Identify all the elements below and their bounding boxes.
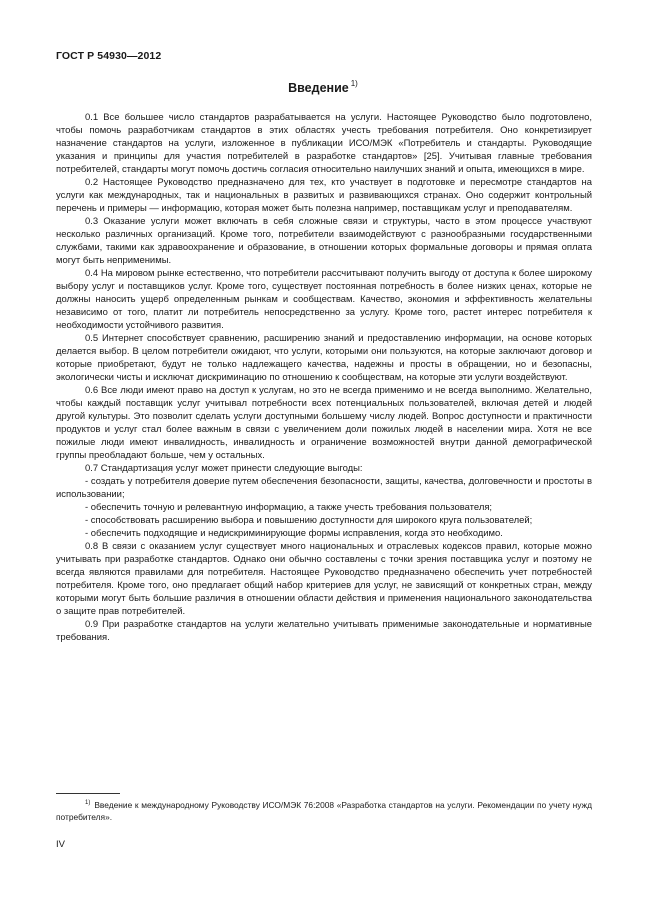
section-title-text: Введение xyxy=(288,81,349,95)
benefit-item: - обеспечить точную и релевантную информацию, а также учесть требования пользователя; xyxy=(85,502,493,513)
paragraph-0-2: 0.2 Настоящее Руководство предназначено для тех, кто участвует в подготовке и пересмотре стандартов на услуги как международных, так и национальных в развитых и развивающихся странах. Оно содержит контрольный перечень и примеры — информацию, которая может быть полезна например, поставщикам услуг и преподавателям. xyxy=(56,177,592,214)
paragraph-0-3: 0.3 Оказание услуги может включать в себя сложные связи и структуры, часто в этом процессе участвуют несколько различных организаций. Кроме того, потребители взаимодействуют с разнообразными государственными службами, такими как здравоохранение и образование, в отношении которых формальные договоры и прямая оплата могут быть неприменимы. xyxy=(56,216,592,266)
title-footnote-mark: 1) xyxy=(350,79,358,88)
benefit-item: - обеспечить подходящие и недискриминирующие формы исправления, когда это необходимо. xyxy=(85,528,503,539)
body-text xyxy=(56,111,592,644)
benefit-item: - создать у потребителя доверие путем обеспечения безопасности, защиты, качества, долговечности и простоты в использовании; xyxy=(56,476,592,500)
paragraph-0-5: 0.5 Интернет способствует сравнению, расширению знаний и предоставлению информации, на основе которых делается выбор. В целом потребители ожидают, что услуги, которыми они пользуются, на которые заключают договор и которые приобретают, будут не только надлежащего качества, надежны и просты в обращении, но и безопасны, экологически чисты и исключат дискриминацию по отношению к сообществам, на которые эти услуги воздействуют. xyxy=(56,333,592,383)
footnote xyxy=(56,797,592,823)
section-title xyxy=(0,79,646,95)
paragraph-0-4: 0.4 На мировом рынке естественно, что потребители рассчитывают получить выгоду от доступа к более широкому выбору услуг и поставщиков услуг. Кроме того, существует постоянная потребность в более низких ценах, которые не должны наносить ущерб определенным рынкам и сообществам. Качество, экономия и эффективность желательны независимо от того, платит ли потребитель непосредственно за услугу. Кроме того, растет интерес потребителя к необходимости устойчивого развития. xyxy=(56,268,592,331)
paragraph-0-9: 0.9 При разработке стандартов на услуги желательно учитывать применимые законодательные и нормативные требования. xyxy=(56,619,592,643)
footnote-separator xyxy=(56,793,120,794)
footnote-text: Введение к международному Руководству ИСО/МЭК 76:2008 «Разработка стандартов на услуги. Рекомендации по учету нужд потребителя». xyxy=(56,800,592,822)
paragraph-0-8: 0.8 В связи с оказанием услуг существует много национальных и отраслевых кодексов правил, которые можно учитывать при разработке стандартов. Однако они обычно составлены с точки зрения поставщика услуг и поэтому не всегда являются правилами для потребителя. Настоящее Руководство предназначено обеспечить учет потребностей потребителя. Кроме того, оно предлагает общий набор критериев для услуг, не зависящий от конкретных стран, между которыми могут быть большие различия в отношении области действия и применения национального законодательства о защите прав потребителей. xyxy=(56,541,592,617)
paragraph-0-7: 0.7 Стандартизация услуг может принести следующие выгоды: xyxy=(85,463,363,474)
benefit-item: - способствовать расширению выбора и повышению доступности для широкого круга пользователей; xyxy=(85,515,533,526)
paragraph-0-1: 0.1 Все большее число стандартов разрабатывается на услуги. Настоящее Руководство было подготовлено, чтобы помочь разработчикам стандартов в этих областях учесть требования потребителя. Оно конкретизирует назначение стандартов на услуги, изложенное в публикации ИСО/МЭК «Потребитель и стандарты. Руководящие указания и принципы для участия потребителей в разработке стандартов» [25]. Учитывая главные требования потребителей, стандарты могут помочь достичь согласия относительно наилучших знаний и опыта, имеющихся в мире. xyxy=(56,112,592,175)
document-header: ГОСТ Р 54930—2012 xyxy=(56,50,162,62)
footnote-mark: 1) xyxy=(85,800,91,806)
page-number: IV xyxy=(56,839,65,850)
paragraph-0-6: 0.6 Все люди имеют право на доступ к услугам, но это не всегда применимо и не всегда выполнимо. Желательно, чтобы каждый поставщик услуг учитывал потребности всех потенциальных пользователей, включая детей и людей другой культуры. Это позволит сделать услуги доступными большему числу людей. Вопрос доступности и практичности продуктов и услуг стал более важным в связи с увеличением доли пожилых людей в населении мира. Хотя не все пожилые люди имеют инвалидность, инвалидность и ограничение возможностей внутри данной демографической группы преобладают больше, чем у остальных. xyxy=(56,385,592,461)
